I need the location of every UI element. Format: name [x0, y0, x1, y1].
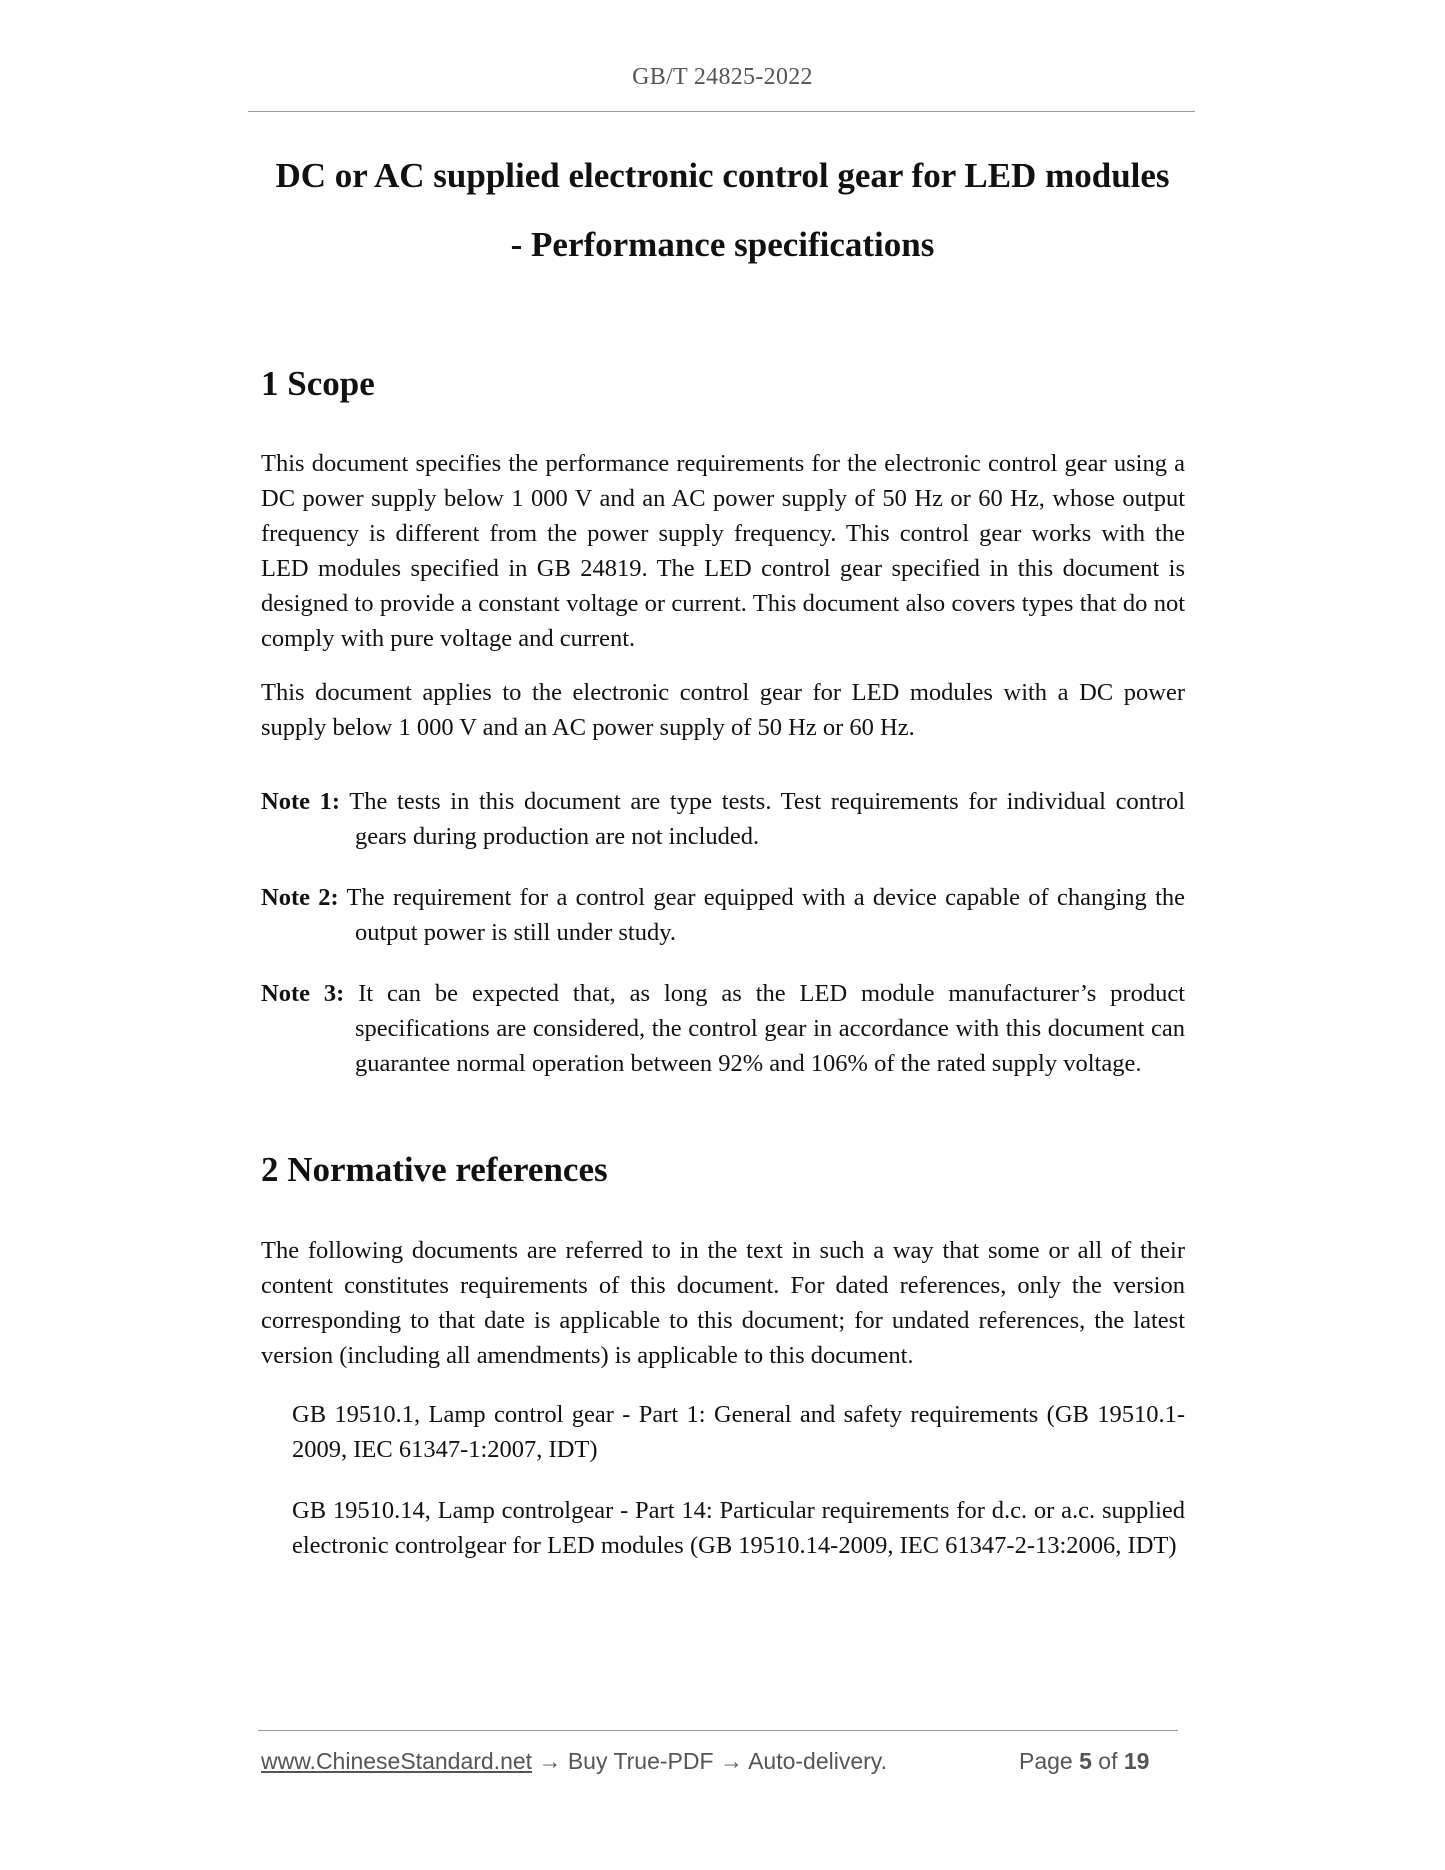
note-1-label: Note 1:: [261, 788, 341, 815]
page-indicator: [1019, 1748, 1149, 1775]
footer-promo: [261, 1748, 887, 1775]
header-divider: [248, 111, 1195, 112]
note-3-label: Note 3:: [261, 980, 345, 1007]
references-intro-paragraph: The following documents are referred to in the text in such a way that some or all of their content constitutes requirements of this document. For dated references, only the version corresponding to that date is applicable to this document; for undated references, the latest version (including all amendments) is applicable to this document.: [261, 1237, 1185, 1369]
footer-divider: [258, 1730, 1178, 1731]
note-2-label: Note 2:: [261, 884, 339, 911]
note-1: [261, 784, 1185, 854]
note-3: [261, 976, 1185, 1081]
section-heading-normative-references: 2 Normative references: [261, 1150, 608, 1189]
total-pages-number: 19: [1123, 1748, 1150, 1774]
of-word: of: [1098, 1748, 1118, 1774]
arrow-right-icon: →: [719, 1748, 743, 1774]
scope-paragraph-1: This document specifies the performance requirements for the electronic control gear using a DC power supply below 1 000 V and an AC power supply of 50 Hz or 60 Hz, whose output frequency is different from the power supply frequency. This control gear works with the LED modules specified in GB 24819. The LED control gear specified in this document is designed to provide a constant voltage or current. This document also covers types that do not comply with pure voltage and current.: [261, 450, 1185, 652]
reference-item: GB 19510.14, Lamp controlgear - Part 14: Particular requirements for d.c. or a.c. supplied electronic controlgear for LED modules (GB 19510.14-2009, IEC 61347-2-13:2006, IDT): [292, 1497, 1185, 1559]
document-title-line-1: DC or AC supplied electronic control gear for LED modules: [275, 156, 1170, 195]
auto-delivery-text: Auto-delivery.: [748, 1748, 887, 1774]
note-1-text: The tests in this document are type tests. Test requirements for individual control gears during production are not included.: [349, 788, 1186, 850]
running-header: GB/T 24825-2022: [632, 64, 813, 90]
current-page-number: 5: [1079, 1748, 1092, 1774]
document-title-line-2: - Performance specifications: [510, 225, 935, 264]
reference-item: GB 19510.1, Lamp control gear - Part 1: General and safety requirements (GB 19510.1-2009, IEC 61347-1:2007, IDT): [292, 1401, 1185, 1463]
scope-paragraph-2: This document applies to the electronic control gear for LED modules with a DC power supply below 1 000 V and an AC power supply of 50 Hz or 60 Hz.: [261, 679, 1185, 741]
note-2-text: The requirement for a control gear equipped with a device capable of changing the output power is still under study.: [346, 884, 1185, 946]
arrow-right-icon: →: [538, 1748, 562, 1774]
note-2: [261, 880, 1185, 950]
buy-true-pdf-text: Buy True-PDF: [567, 1748, 714, 1774]
website-link[interactable]: www.ChineseStandard.net: [261, 1748, 533, 1774]
section-heading-scope: 1 Scope: [261, 364, 375, 403]
note-3-text: It can be expected that, as long as the LED module manufacturer’s product specifications are considered, the control gear in accordance with this document can guarantee normal operation between 92% and 106% of the rated supply voltage.: [355, 980, 1186, 1077]
page-word: Page: [1019, 1748, 1073, 1774]
